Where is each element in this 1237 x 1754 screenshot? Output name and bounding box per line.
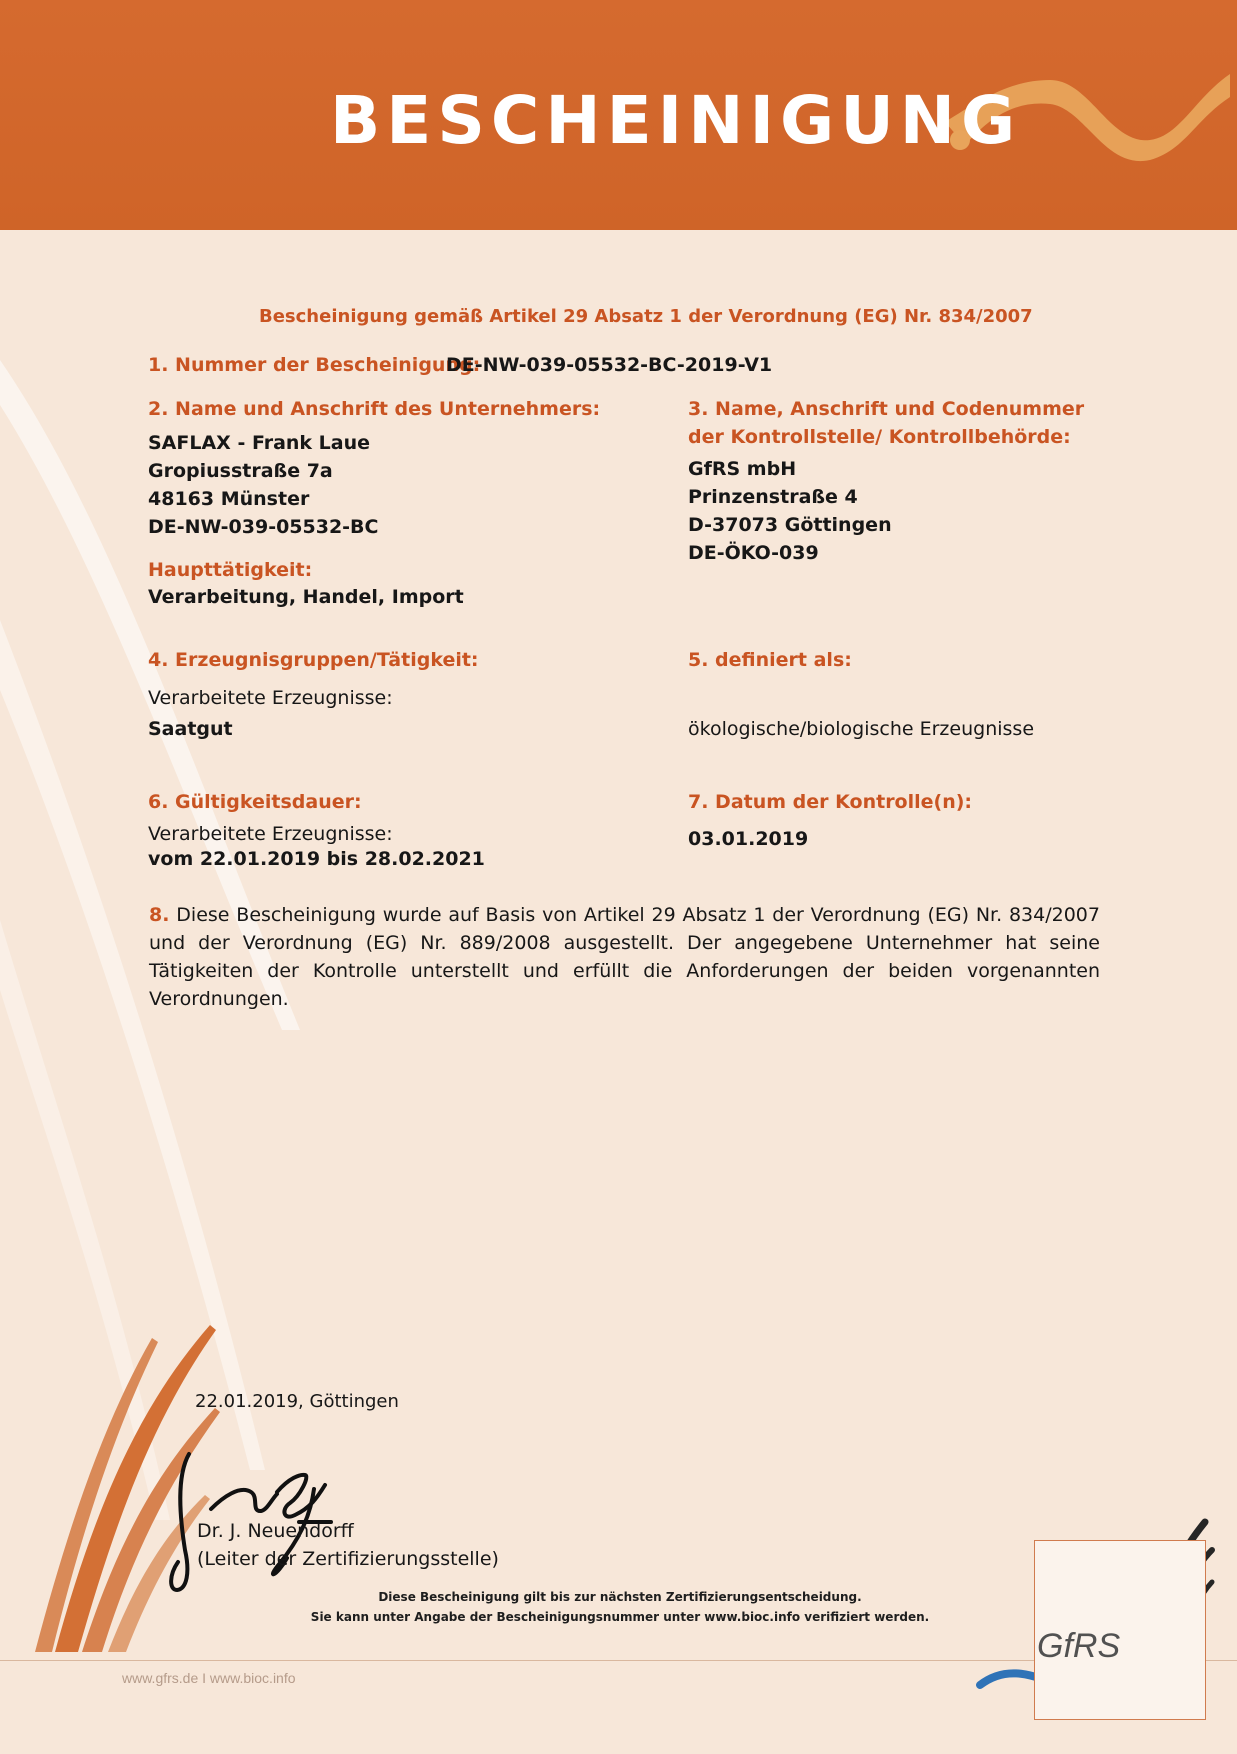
control-body-line-4: DE-ÖKO-039 bbox=[688, 542, 819, 564]
main-activity-label: Haupttätigkeit: bbox=[148, 559, 313, 581]
place-date: 22.01.2019, Göttingen bbox=[195, 1391, 399, 1412]
product-group-line-2: Saatgut bbox=[148, 718, 233, 740]
inspection-date-value: 03.01.2019 bbox=[688, 828, 809, 850]
signer-block bbox=[197, 1517, 499, 1573]
certificate-number-label: 1. Nummer der Bescheinigung: bbox=[148, 354, 481, 376]
product-group-label: 4. Erzeugnisgruppen/Tätigkeit: bbox=[148, 649, 479, 671]
main-activity-value: Verarbeitung, Handel, Import bbox=[148, 586, 464, 608]
product-group-line-1: Verarbeitete Erzeugnisse: bbox=[148, 687, 393, 709]
operator-label: 2. Name und Anschrift des Unternehmers: bbox=[148, 398, 601, 420]
section-8-text: Diese Bescheinigung wurde auf Basis von Artikel 29 Absatz 1 der Verordnung (EG) Nr. 834/2007 und der Verordnung (EG) Nr. 889/2008 ausgestellt. Der angegebene Unternehmer hat seine Tätigkeiten der Kontrolle unterstellt und erfüllt die Anforderungen der beiden vorgenannten Verordnungen. bbox=[149, 904, 1100, 1010]
operator-line-2: Gropiusstraße 7a bbox=[148, 460, 333, 482]
signer-name: Dr. J. Neuendorff bbox=[197, 1520, 354, 1542]
control-body-label: 3. Name, Anschrift und Codenummer der Kontrollstelle/ Kontrollbehörde: bbox=[688, 398, 1085, 448]
operator-line-3: 48163 Münster bbox=[148, 488, 310, 510]
validity-label: 6. Gültigkeitsdauer: bbox=[148, 791, 362, 813]
section-8-number: 8. bbox=[149, 904, 170, 926]
validity-note: Diese Bescheinigung gilt bis zur nächsten Zertifizierungsentscheidung. bbox=[378, 1590, 862, 1604]
certificate-number-value: DE-NW-039-05532-BC-2019-V1 bbox=[446, 354, 773, 376]
operator-line-4: DE-NW-039-05532-BC bbox=[148, 516, 379, 538]
control-body-line-2: Prinzenstraße 4 bbox=[688, 486, 858, 508]
control-body-line-3: D-37073 Göttingen bbox=[688, 514, 892, 536]
validity-line-2: vom 22.01.2019 bis 28.02.2021 bbox=[148, 848, 485, 870]
inspection-date-label: 7. Datum der Kontrolle(n): bbox=[688, 791, 973, 813]
validity-line-1: Verarbeitete Erzeugnisse: bbox=[148, 823, 393, 845]
page-title: BESCHEINIGUNG bbox=[330, 82, 1022, 159]
signer-role: (Leiter der Zertifizierungsstelle) bbox=[197, 1548, 499, 1570]
defined-as-value: ökologische/biologische Erzeugnisse bbox=[688, 718, 1035, 740]
certificate-subtitle: Bescheinigung gemäß Artikel 29 Absatz 1 der Verordnung (EG) Nr. 834/2007 bbox=[259, 306, 1033, 327]
operator-line-1: SAFLAX - Frank Laue bbox=[148, 432, 371, 454]
section-8-paragraph bbox=[149, 901, 1100, 1013]
verification-note: Sie kann unter Angabe der Bescheinigungsnummer unter www.bioc.info verifiziert werden. bbox=[310, 1610, 930, 1624]
defined-as-label: 5. definiert als: bbox=[688, 649, 852, 671]
control-body-line-1: GfRS mbH bbox=[688, 458, 797, 480]
gfrs-logo-text: GfRS bbox=[1037, 1627, 1121, 1665]
footer-website: www.gfrs.de I www.bioc.info bbox=[122, 1670, 296, 1686]
